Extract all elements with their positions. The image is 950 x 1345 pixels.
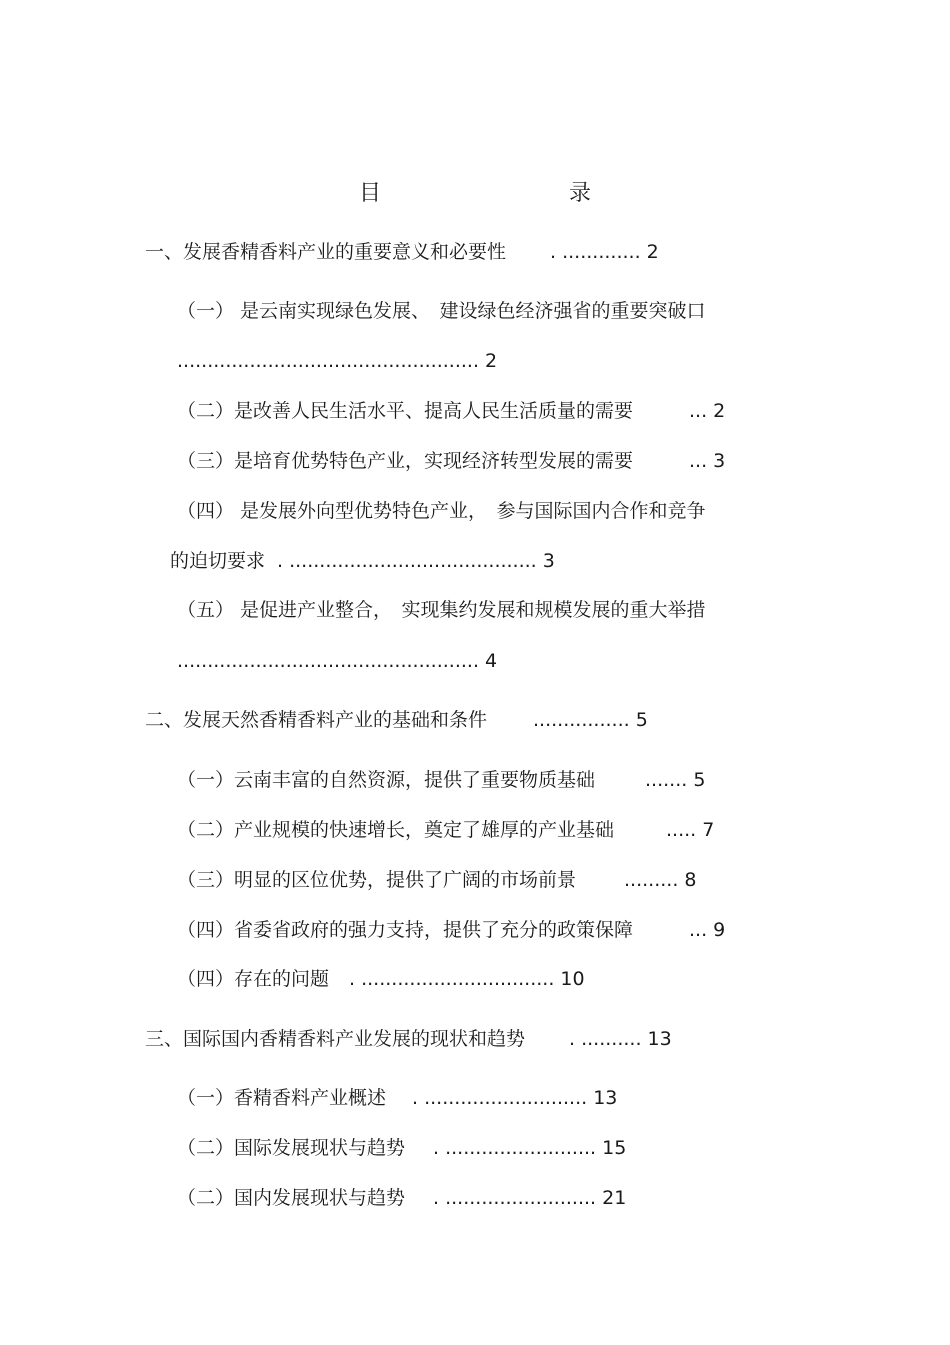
toc-entry-2 — [145, 707, 648, 733]
toc-entry-leader: . ................................ 10 — [349, 968, 585, 990]
toc-entry-text: （一）香精香料产业概述 — [177, 1087, 387, 1109]
toc-entry-text: 的迫切要求 — [170, 550, 266, 572]
toc-entry-1-3 — [177, 448, 725, 474]
toc-entry-1-1-cont — [177, 348, 497, 374]
toc-entry-1-5-cont — [177, 648, 497, 674]
toc-entry-text: （三）明显的区位优势，提供了广阔的市场前景 — [177, 869, 577, 891]
toc-entry-text: 三、国际国内香精香料产业发展的现状和趋势 — [145, 1028, 526, 1050]
toc-entry-text: （四）省委省政府的强力支持，提供了充分的政策保障 — [177, 919, 634, 941]
toc-entry-1 — [145, 239, 659, 265]
toc-entry-text: 一、发展香精香料产业的重要意义和必要性 — [145, 241, 507, 263]
toc-entry-3-2 — [177, 1135, 626, 1161]
toc-entry-3 — [145, 1026, 672, 1052]
toc-entry-leader: ....... 5 — [645, 769, 706, 791]
toc-entry-text: 二、发展天然香精香料产业的基础和条件 — [145, 709, 488, 731]
toc-entry-text: （一）云南丰富的自然资源，提供了重要物质基础 — [177, 769, 596, 791]
toc-title: 目 录 — [358, 181, 639, 206]
toc-entry-leader: ..... 7 — [666, 819, 715, 841]
toc-entry-text: （二）是改善人民生活水平、提高人民生活质量的需要 — [177, 400, 634, 422]
toc-entry-2-2 — [177, 817, 714, 843]
toc-entry-2-5 — [177, 966, 585, 992]
toc-entry-leader: . ......................................... 3 — [277, 550, 555, 572]
toc-entry-text: （三）是培育优势特色产业，实现经济转型发展的需要 — [177, 450, 634, 472]
toc-entry-2-3 — [177, 867, 697, 893]
toc-entry-text: （四）存在的问题 — [177, 968, 330, 990]
toc-entry-text: （二）产业规模的快速增长，奠定了雄厚的产业基础 — [177, 819, 615, 841]
toc-entry-1-1 — [177, 298, 706, 324]
toc-entry-leader: ... 9 — [689, 919, 726, 941]
toc-entry-leader: . .......... 13 — [569, 1028, 672, 1050]
toc-entry-leader: . ............. 2 — [550, 241, 659, 263]
toc-entry-leader: . ......................... 21 — [433, 1187, 627, 1209]
toc-entry-text: （二）国际发展现状与趋势 — [177, 1137, 406, 1159]
toc-entry-3-3 — [177, 1185, 626, 1211]
toc-entry-1-5 — [177, 597, 706, 623]
toc-entry-3-1 — [177, 1085, 617, 1111]
toc-entry-leader: .................................................. 2 — [177, 350, 498, 372]
toc-entry-leader: ... 2 — [689, 400, 726, 422]
toc-entry-leader: ................ 5 — [533, 709, 648, 731]
toc-entry-2-4 — [177, 917, 725, 943]
toc-entry-2-1 — [177, 767, 705, 793]
toc-entry-text: （四） 是发展外向型优势特色产业， 参与国际国内合作和竞争 — [177, 500, 706, 522]
toc-entry-leader: . ......................... 15 — [433, 1137, 627, 1159]
toc-entry-text: （二）国内发展现状与趋势 — [177, 1187, 406, 1209]
toc-entry-leader: ......... 8 — [624, 869, 697, 891]
toc-entry-text: （一） 是云南实现绿色发展、 建设绿色经济强省的重要突破口 — [177, 300, 706, 322]
toc-entry-leader: .................................................. 4 — [177, 650, 498, 672]
toc-entry-leader: ... 3 — [689, 450, 726, 472]
toc-entry-1-4-cont — [170, 548, 555, 574]
toc-entry-leader: . ........................... 13 — [412, 1087, 618, 1109]
toc-entry-1-4 — [177, 498, 706, 524]
toc-entry-1-2 — [177, 398, 725, 424]
toc-entry-text: （五） 是促进产业整合， 实现集约发展和规模发展的重大举措 — [177, 599, 706, 621]
